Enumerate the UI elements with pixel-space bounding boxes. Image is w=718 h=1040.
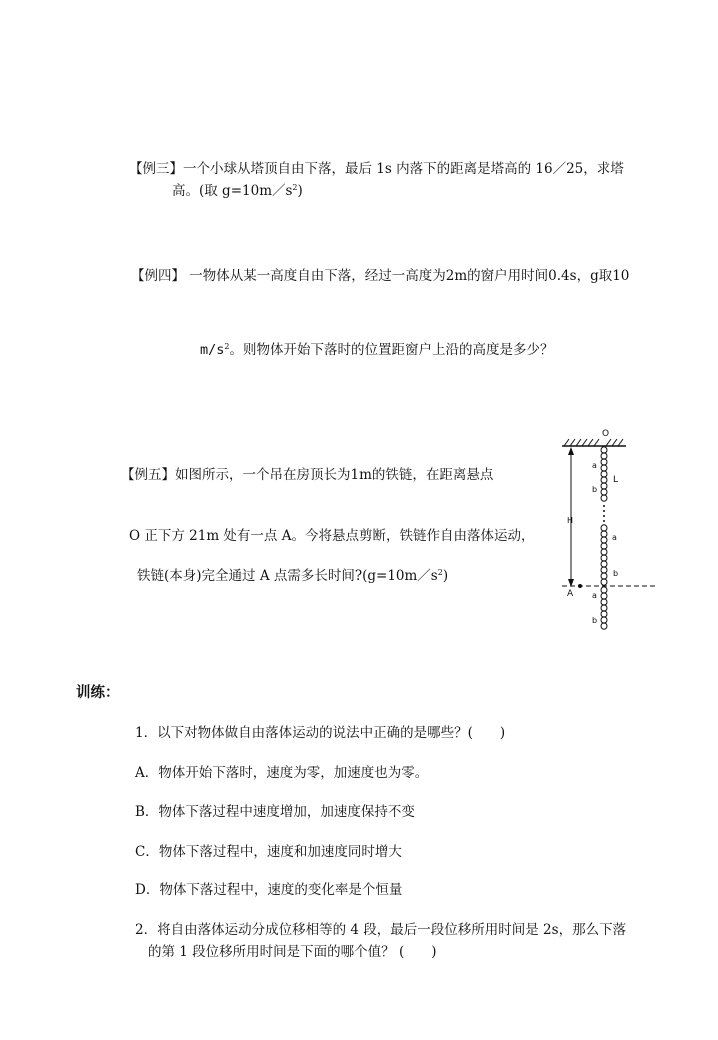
example-5-line-3-end: )	[442, 568, 449, 584]
example-4-line-2-text: 。则物体开始下落时的位置距窗户上沿的高度是多少？	[229, 342, 554, 358]
example-3-line-2-text: 高。(取 g=10m／s	[172, 183, 293, 199]
example-4-exponent: 2	[224, 342, 230, 351]
figure-label-b-mid: b	[613, 569, 619, 578]
chain-bottom-segment	[601, 587, 607, 629]
question-1-option-a: A．物体开始下落时，速度为零，加速度也为零。	[135, 765, 429, 781]
question-1-option-d: D．物体下落过程中，速度的变化率是个恒量	[135, 882, 403, 898]
example-3-line-2-end: )	[297, 183, 303, 199]
example-4-line-1: 【例四】 一物体从某一高度自由下落，经过一高度为2m的窗户用时间0.4s，g取10	[131, 268, 630, 284]
question-2-line-1: 2．将自由落体运动分成位移相等的 4 段，最后一段位移所用时间是 2s，那么下落	[135, 922, 627, 938]
training-heading: 训练：	[76, 684, 120, 701]
example-5-exponent: 2	[437, 568, 443, 577]
ceiling-hatching	[564, 439, 623, 446]
example-5-line-3-text: 铁链(本身)完全通过 A 点需多长时间?(g=10m／s	[137, 568, 438, 584]
dimension-h-arrow-top	[568, 447, 574, 455]
example-3-line-2	[172, 182, 303, 200]
figure-label-a-top: a	[592, 461, 597, 470]
question-1-option-b: B．物体下落过程中速度增加，加速度保持不变	[135, 804, 415, 820]
figure-label-o: O	[602, 429, 610, 439]
chain-dotted-continuation	[603, 505, 605, 522]
example-4-line-2	[200, 341, 553, 359]
example-4-unit: m/s	[200, 342, 225, 358]
example-3-exponent: 2	[292, 183, 298, 192]
example-5-line-1: 【例五】如图所示，一个吊在房顶长为1m的铁链，在距离悬点	[121, 467, 494, 483]
figure-label-b-top: b	[592, 485, 598, 494]
chain-middle-segment	[601, 525, 607, 585]
figure-label-l: L	[613, 475, 619, 485]
point-a-marker	[578, 584, 582, 588]
example-5-line-3	[137, 567, 448, 585]
figure-label-h: H	[567, 516, 574, 525]
figure-label-a-mid: a	[612, 533, 617, 542]
example-3-line-1: 【例三】一个小球从塔顶自由下落，最后 1s 内落下的距离是塔高的 16／25，求塔	[129, 161, 624, 177]
chain-top-segment	[601, 447, 607, 501]
figure-label-b-bot: b	[592, 616, 598, 625]
question-2-line-2: 的第 1 段位移所用时间是下面的哪个值？ ( )	[148, 944, 437, 960]
question-1-option-c: C．物体下落过程中，速度和加速度同时增大	[135, 844, 402, 860]
figure-label-a-bot: a	[592, 591, 597, 600]
hanging-chain-figure	[556, 424, 656, 636]
question-1: 1．以下对物体做自由落体运动的说法中正确的是哪些？( )	[135, 725, 506, 741]
figure-label-point-a: A	[567, 589, 574, 599]
example-5-line-2: O 正下方 21m 处有一点 A。今将悬点剪断，铁链作自由落体运动，	[129, 528, 535, 544]
